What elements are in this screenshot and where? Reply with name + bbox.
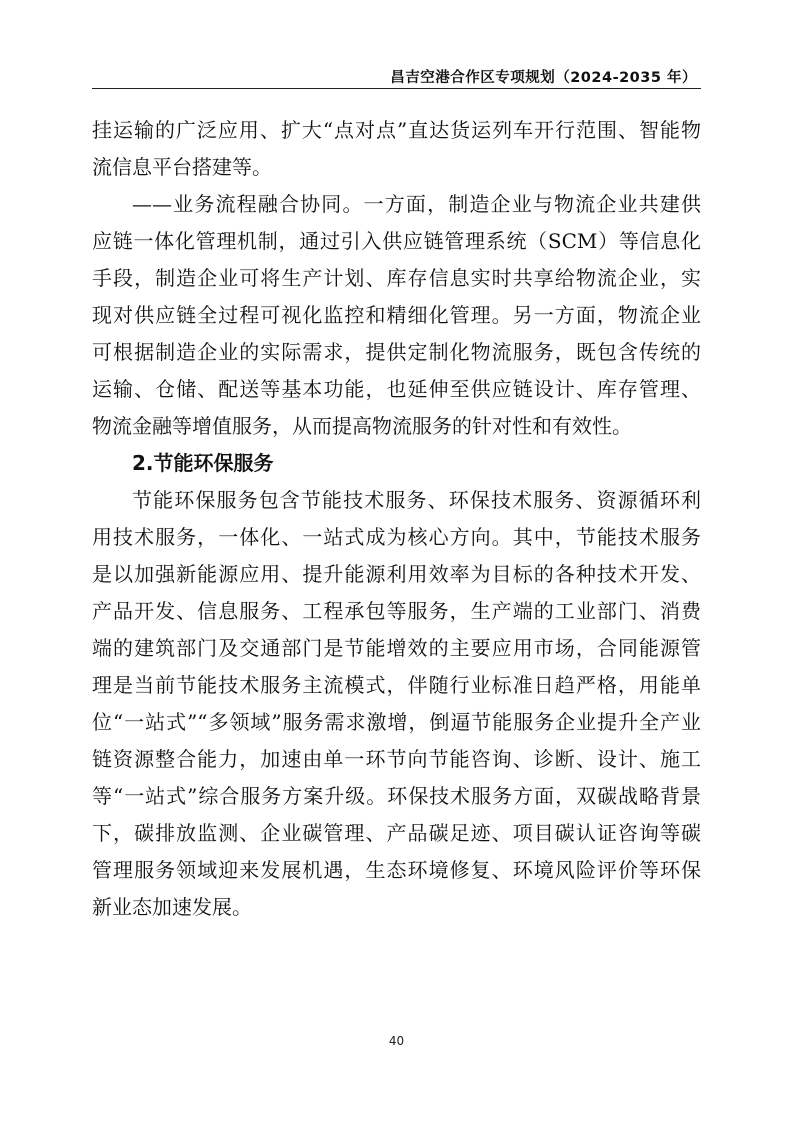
paragraph (92, 112, 701, 186)
text-line: 管理服务领域迎来发展机遇，生态环境修复、环境风险评价等环保 (92, 858, 701, 882)
text-line: 手段，制造企业可将生产计划、库存信息实时共享给物流企业，实 (92, 266, 701, 290)
text-line: 理是当前节能技术服务主流模式，伴随行业标准日趋严格，用能单 (92, 673, 701, 697)
text-line: 物流金融等增值服务，从而提高物流服务的针对性和有效性。 (92, 414, 632, 438)
paragraph (92, 482, 701, 926)
text-line: ——业务流程融合协同。一方面，制造企业与物流企业共建供 (132, 192, 701, 216)
paragraph (92, 186, 701, 445)
page-number: 40 (388, 1034, 405, 1048)
page-header (92, 58, 701, 89)
text-line: 用技术服务，一体化、一站式成为核心方向。其中，节能技术服务 (92, 525, 701, 549)
text-line: 运输、仓储、配送等基本功能，也延伸至供应链设计、库存管理、 (92, 377, 701, 401)
text-line: 下，碳排放监测、企业碳管理、产品碳足迹、项目碳认证咨询等碳 (92, 821, 701, 845)
text-line: 流信息平台搭建等。 (92, 155, 272, 179)
text-line: 应链一体化管理机制，通过引入供应链管理系统（SCM）等信息化 (92, 229, 701, 253)
text-line: 可根据制造企业的实际需求，提供定制化物流服务，既包含传统的 (92, 340, 701, 364)
text-line: 等“一站式”综合服务方案升级。环保技术服务方面，双碳战略背景 (92, 784, 701, 808)
text-line: 链资源整合能力，加速由单一环节向节能咨询、诊断、设计、施工 (92, 747, 701, 771)
header-title: 昌吉空港合作区专项规划（2024-2035 年） (390, 70, 697, 86)
text-line: 新业态加速发展。 (92, 895, 252, 919)
text-line: 是以加强新能源应用、提升能源利用效率为目标的各种技术开发、 (92, 562, 701, 586)
text-line: 挂运输的广泛应用、扩大“点对点”直达货运列车开行范围、智能物 (92, 118, 701, 142)
text-line: 端的建筑部门及交通部门是节能增效的主要应用市场，合同能源管 (92, 636, 701, 660)
text-line: 产品开发、信息服务、工程承包等服务，生产端的工业部门、消费 (92, 599, 701, 623)
section-heading: 2.节能环保服务 (132, 451, 274, 475)
text-line: 位“一站式”“多领域”服务需求激增，倒逼节能服务企业提升全产业 (92, 710, 701, 734)
document-body (92, 112, 701, 926)
text-line: 节能环保服务包含节能技术服务、环保技术服务、资源循环利 (132, 488, 701, 512)
text-line: 现对供应链全过程可视化监控和精细化管理。另一方面，物流企业 (92, 303, 701, 327)
